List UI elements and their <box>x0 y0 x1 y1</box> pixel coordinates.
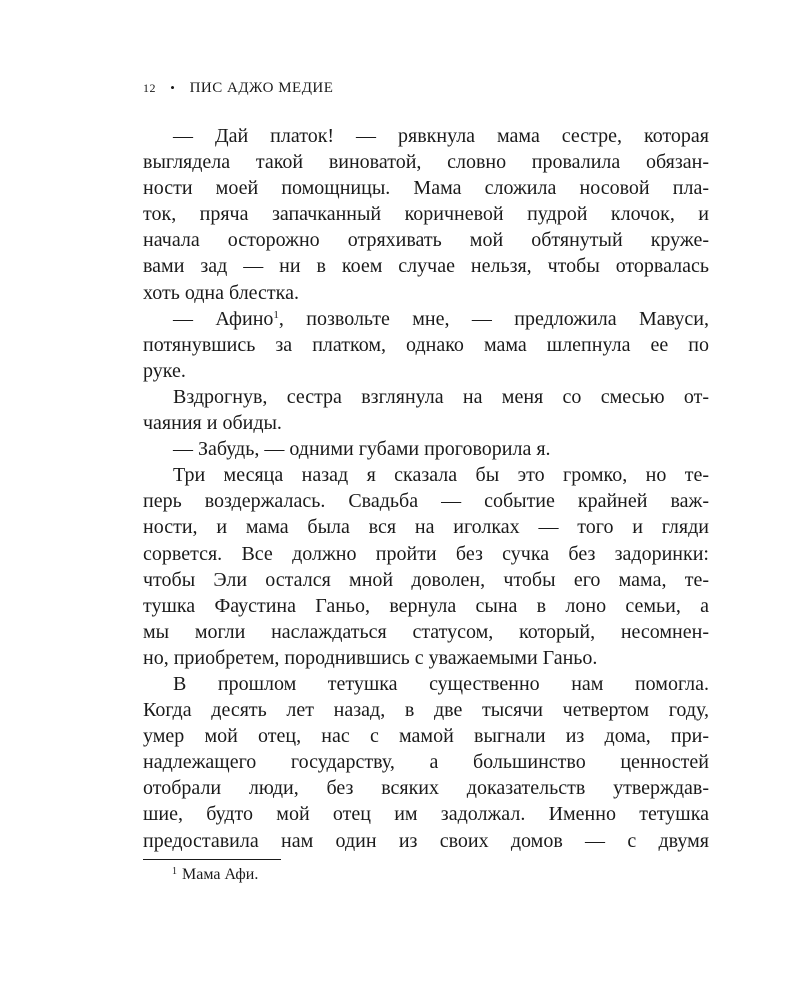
text-line: сорвется. Все должно пройти без сучка без задоринки: <box>143 542 709 565</box>
text-line <box>143 306 709 332</box>
text-line: вами зад — ни в коем случае нельзя, чтобы оторвалась <box>143 255 709 278</box>
text-line: выглядела такой виноватой, словно провалила обязан- <box>143 151 709 174</box>
text-line: предоставила нам один из своих домов — с двумя <box>143 829 709 852</box>
text-line: — Забудь, — одними губами проговорила я. <box>173 438 551 461</box>
paragraph <box>143 671 709 854</box>
text-line: чаяния и обиды. <box>143 412 282 435</box>
text-span: , позвольте мне, — предложила Мавуси, <box>278 307 709 330</box>
paragraph <box>143 462 709 671</box>
footnote-text: Мама Афи. <box>182 866 259 883</box>
body-text <box>143 123 709 854</box>
text-line: потянувшись за платком, однако мама шлепнула ее по <box>143 333 709 356</box>
text-line: чтобы Эли остался мной доволен, чтобы его мама, те- <box>143 568 709 591</box>
text-line: но, приобретем, породнившись с уважаемыми Ганьо. <box>143 646 598 669</box>
text-line: руке. <box>143 359 186 382</box>
text-line: Вздрогнув, сестра взглянула на меня со смесью от- <box>173 385 709 408</box>
paragraph <box>143 123 709 306</box>
text-line: ности моей помощницы. Мама сложила носовой пла- <box>143 177 709 200</box>
text-line: Три месяца назад я сказала бы это громко, но те- <box>173 464 709 487</box>
text-line: шие, будто мой отец им задолжал. Именно тетушка <box>143 803 709 826</box>
footnote-marker: 1 <box>172 866 177 877</box>
text-line: мы могли наслаждаться статусом, который, несомнен- <box>143 620 709 643</box>
text-line: ности, и мама была вся на иголках — того и гляди <box>143 516 709 539</box>
paragraph <box>143 436 709 462</box>
running-header <box>143 80 333 97</box>
text-line: начала осторожно отряхивать мой обтянутый круже- <box>143 229 709 252</box>
header-separator: • <box>170 80 176 95</box>
paragraph <box>143 384 709 436</box>
text-line: Когда десять лет назад, в две тысячи четвертом году, <box>143 699 709 722</box>
text-line: перь воздержалась. Свадьба — событие крайней важ- <box>143 490 709 513</box>
text-line: надлежащего государству, а большинство ценностей <box>143 751 709 774</box>
paragraph <box>143 306 709 384</box>
text-line: — Дай платок! — рявкнула мама сестре, которая <box>173 125 709 147</box>
footnote-divider <box>143 859 281 860</box>
text-span: — Афино <box>173 307 274 330</box>
text-line: хоть одна блестка. <box>143 281 299 304</box>
running-title: ПИС АДЖО МЕДИЕ <box>189 80 334 96</box>
text-line: умер мой отец, нас с мамой выгнали из дома, при- <box>143 725 709 748</box>
text-line: отобрали люди, без всяких доказательств утверждав- <box>143 777 709 800</box>
footnote-reference[interactable]: 1 <box>273 308 279 321</box>
text-line: В прошлом тетушка существенно нам помогла. <box>173 672 709 695</box>
page-number: 12 <box>143 81 156 95</box>
text-line: ток, пряча запачканный коричневой пудрой клочок, и <box>143 203 709 226</box>
footnote <box>172 866 258 884</box>
text-line: тушка Фаустина Ганьо, вернула сына в лоно семьи, а <box>143 594 709 617</box>
